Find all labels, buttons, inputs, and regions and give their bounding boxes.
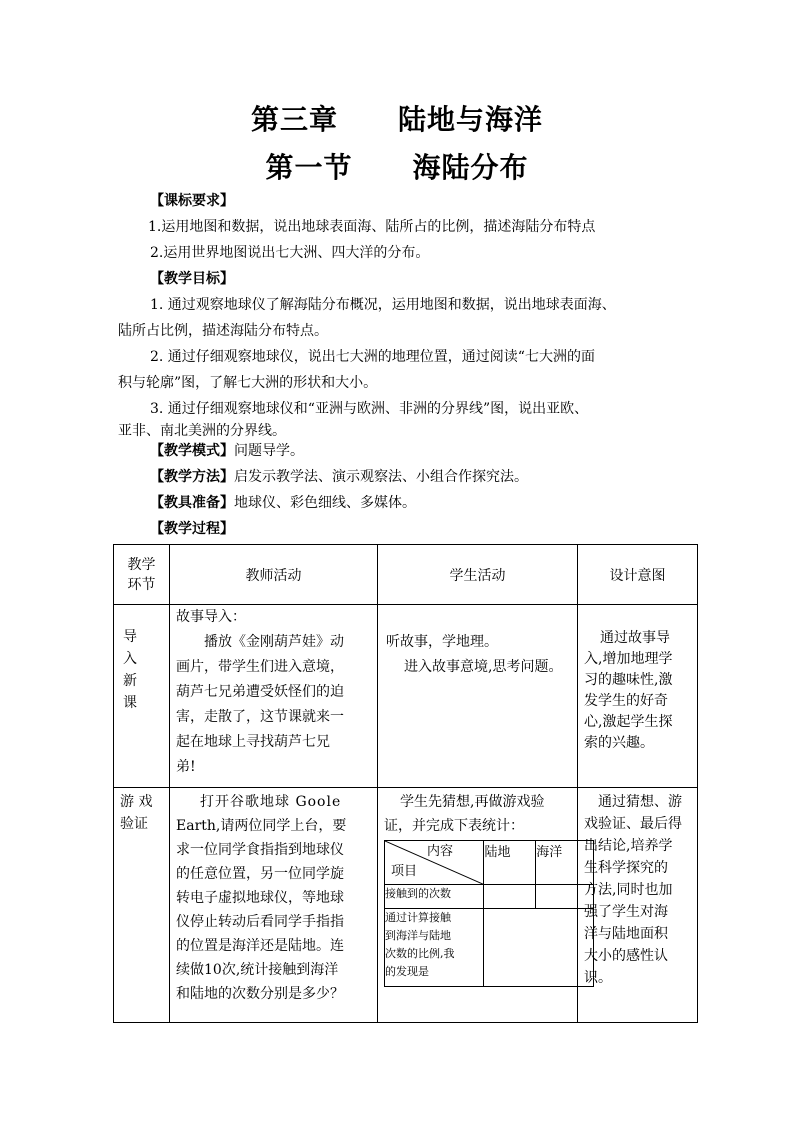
stats-ratio-line: 的发现是 — [385, 965, 429, 978]
row1-intent-line: 通过故事导 — [600, 630, 670, 646]
standards-item-1: 1.运用地图和数据，说出地球表面海、陆所占的比例，描述海陆分布特点 — [148, 219, 596, 235]
chapter-name: 陆地与海洋 — [398, 103, 544, 136]
tools-line — [150, 494, 416, 512]
row1-teacher — [170, 605, 378, 788]
row1-student — [378, 605, 578, 788]
row2-stage-line: 游 戏 — [120, 794, 153, 810]
row1-teacher-line: 起在地球上寻找葫芦七兄 — [176, 734, 330, 750]
stats-row-count-label: 接触到的次数 — [385, 885, 484, 909]
row2-intent-line: 大小的感性认 — [584, 948, 668, 964]
row1-intent-line: 入,增加地理学 — [584, 651, 673, 667]
row1-student-line: 进入故事意境,思考问题。 — [404, 659, 563, 675]
header-student: 学生活动 — [378, 545, 578, 605]
section-name: 海陆分布 — [412, 151, 529, 184]
header-stage-text — [114, 555, 169, 595]
mode-text: 问题导学。 — [234, 443, 304, 459]
stats-corner-cell — [385, 841, 484, 885]
row1-intent-line: 心,激起学生探 — [584, 714, 673, 730]
row1-stage-char: 入 — [123, 651, 137, 667]
row2-teacher-line: 打开谷歌地球 Goole — [200, 794, 342, 810]
stats-col-ocean: 海洋 — [536, 841, 594, 885]
row1-stage — [114, 605, 170, 788]
row2-stage-line: 验证 — [120, 816, 148, 832]
row2-teacher-line: 转电子虚拟地球仪，等地球 — [176, 890, 344, 906]
methods-line — [150, 468, 528, 486]
row1-teacher-line: 葫芦七兄弟遭受妖怪们的迫 — [176, 684, 344, 700]
stats-ratio-line: 通过计算接触 — [385, 911, 451, 924]
objectives-line-6: 亚非、南北美洲的分界线。 — [118, 423, 286, 439]
row1-student-line: 听故事，学地理。 — [386, 634, 498, 650]
row1-intent — [578, 605, 698, 788]
stats-col-land: 陆地 — [484, 841, 536, 885]
header-teacher: 教师活动 — [170, 545, 378, 605]
row1-intent-line: 索的兴趣。 — [584, 735, 654, 751]
row2-teacher-line: 仪停止转动后看同学手指指 — [176, 914, 344, 930]
row2-teacher — [170, 788, 378, 1023]
chapter-title — [0, 98, 794, 138]
row2-intent-line: 识。 — [584, 970, 612, 986]
row2-teacher-line: 的任意位置，另一位同学旋 — [176, 866, 344, 882]
row2-teacher-line: 和陆地的次数分别是多少？ — [176, 986, 344, 1002]
stats-table — [384, 840, 594, 987]
row1-teacher-line: 画片，带学生们进入意境， — [176, 659, 344, 675]
section-number: 第一节 — [265, 151, 353, 184]
row2-teacher-line: Earth,请两位同学上台，要 — [176, 818, 347, 834]
chapter-number: 第三章 — [250, 103, 338, 136]
objectives-line-3: 2. 通过仔细观察地球仪，说出七大洲的地理位置，通过阅读“七大洲的面 — [150, 349, 595, 365]
section-title — [0, 146, 794, 186]
tools-heading: 【教具准备】 — [150, 495, 234, 511]
mode-heading: 【教学模式】 — [150, 443, 234, 459]
row2-student-line: 学生先猜想,再做游戏验 — [400, 794, 545, 810]
row2-teacher-line: 续做10次,统计接触到海洋 — [176, 962, 339, 978]
stats-header-item: 项目 — [391, 864, 418, 879]
methods-text: 启发示教学法、演示观察法、小组合作探究法。 — [234, 469, 528, 485]
header-intent: 设计意图 — [578, 545, 698, 605]
row1-intent-line: 发学生的好奇 — [584, 693, 668, 709]
objectives-line-1: 1. 通过观察地球仪了解海陆分布概况，运用地图和数据，说出地球表面海、 — [150, 297, 616, 313]
row2-intent-line: 戏验证、最后得 — [584, 816, 682, 832]
header-stage-label: 教学 环节 — [127, 556, 156, 593]
objectives-line-5: 3. 通过仔细观察地球仪和“亚洲与欧洲、非洲的分界线”图，说出亚欧、 — [150, 401, 589, 417]
row2-student — [378, 788, 578, 1023]
methods-heading: 【教学方法】 — [150, 469, 234, 485]
row1-stage-char: 课 — [123, 695, 137, 711]
process-table — [113, 544, 698, 1023]
row2-intent-line: 强了学生对海 — [584, 904, 668, 920]
row2-intent-line: 通过猜想、游 — [598, 794, 682, 810]
row2-teacher-line: 求一位同学食指指到地球仪 — [176, 842, 344, 858]
mode-line — [150, 442, 304, 460]
row2-intent-line: 出结论,培养学 — [584, 838, 673, 854]
stats-header-content: 内容 — [427, 844, 454, 859]
tools-text: 地球仪、彩色细线、多媒体。 — [234, 495, 416, 511]
row1-stage-char: 新 — [123, 673, 137, 689]
objectives-line-4: 积与轮廓”图，了解七大洲的形状和大小。 — [118, 375, 378, 391]
row1-stage-char: 导 — [123, 629, 137, 645]
objectives-line-2: 陆所占比例，描述海陆分布特点。 — [118, 323, 328, 339]
row2-intent-line: 洋与陆地面积 — [584, 926, 668, 942]
process-heading: 【教学过程】 — [150, 521, 234, 537]
standards-heading: 【课标要求】 — [150, 193, 234, 209]
stats-ratio-line: 次数的比例,我 — [385, 947, 455, 960]
row1-teacher-line: 故事导入： — [176, 609, 246, 625]
row1-teacher-line: 害，走散了，这节课就来一 — [176, 709, 344, 725]
standards-item-2: 2.运用世界地图说出七大洲、四大洋的分布。 — [150, 245, 430, 261]
row2-student-line: 证，并完成下表统计： — [384, 818, 524, 834]
row2-intent — [578, 788, 698, 1023]
objectives-heading: 【教学目标】 — [150, 271, 234, 287]
stats-row-count-land — [484, 885, 536, 909]
row2-stage — [114, 788, 170, 1023]
stats-ratio-line: 到海洋与陆地 — [385, 929, 451, 942]
row2-teacher-line: 的位置是海洋还是陆地。连 — [176, 938, 344, 954]
header-stage — [114, 545, 170, 605]
stats-row-ratio-label — [385, 909, 484, 987]
row1-teacher-line: 弟! — [176, 759, 196, 775]
row2-intent-line: 方法,同时也加 — [584, 882, 673, 898]
row1-teacher-line: 播放《金刚葫芦娃》动 — [204, 634, 344, 650]
row2-intent-line: 生科学探究的 — [584, 860, 668, 876]
row1-intent-line: 习的趣味性,激 — [584, 672, 673, 688]
